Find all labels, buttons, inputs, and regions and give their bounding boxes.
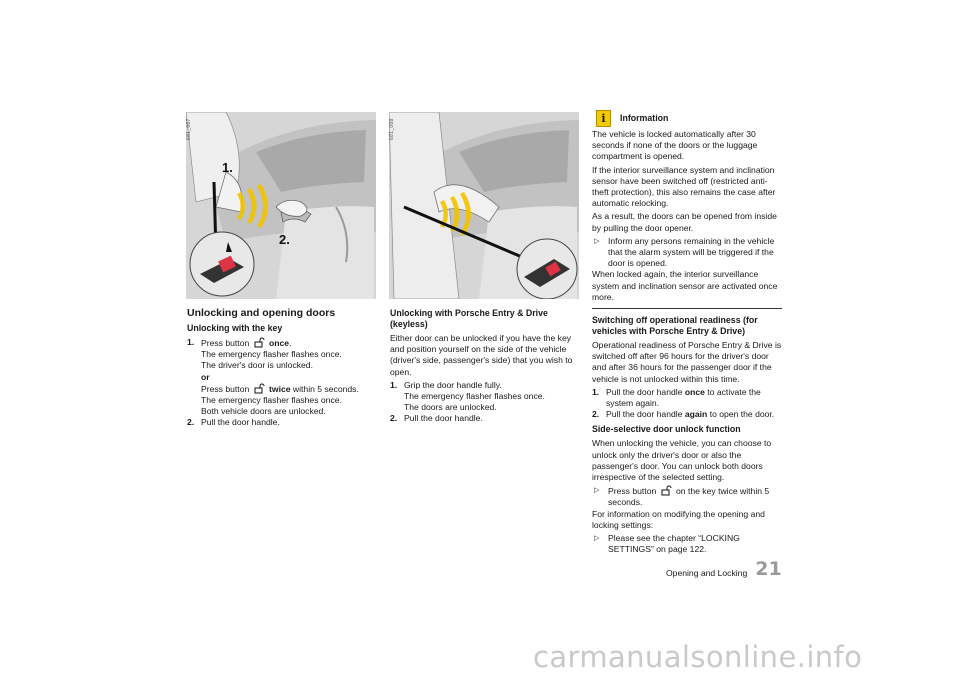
column-middle [390,308,578,425]
heading-unlocking-opening-doors: Unlocking and opening doors [187,307,336,319]
bullet-triangle-icon: ▷ [594,237,600,245]
step-1: 1. Press button once. The emergency flasher flashes once. The driver's door is unlocked. or Press button twice within 5 seconds. The emergency flasher flashes once. Both vehicle doors are unlocked. [187,337,359,417]
figure-unlock-with-key [186,112,376,299]
unlock-icon [661,485,672,496]
page-footer [666,558,782,580]
subheading-unlocking-with-key: Unlocking with the key [187,323,283,333]
column-right: i Information The vehicle is locked automatically after 30 seconds if none of the doors or the luggage compartment is opened. If the interior surveillance system and inclination sensor have been switched off (restricted anti-theft protection), this also remains the case after automatic relocking. As a result, the doors can be opened from inside by pulling the door opener. ▷ Inform any persons remaining in the vehicle that the alarm system will be triggered if the door is opened. When locked again, the interior surveillance system and inclination sensor are activated once more. Switching off operational readiness (for vehicles with Porsche Entry & Drive) Operational readiness of Porsche Entry & Drive is switched off after 96 hours for the driver's door and after 36 hours for the passenger door if the vehicle is not unlocked within this time. 1. Pull the door handle once to activate the system again. 2. Pull the door handle again to open the door. Side-selective door unlock function When unlocking the vehicle, you can choose to unlock only the driver's door or also the passenger's door. You can unlock both doors irrespective of the selected setting. ▷ Press button on the key twice within 5 seconds. For information on modifying the opening and locking settings: ▷ Please see the chapter “LOCKING SETTINGS” on page 122. [592,111,782,555]
step-number: 1. [187,337,195,347]
step-2: 2. Pull the door handle. [187,417,280,428]
callout-2: 2. [279,232,290,247]
bullet-triangle-icon: ▷ [594,487,600,495]
step-1: 1. Grip the door handle fully. The emergency flasher flashes once. The doors are unlocked. [390,379,545,413]
section-divider [592,308,782,309]
figure-id-left: 681_087 [186,118,192,140]
figure-id-middle: 681_088 [389,118,395,140]
bullet-item: ▷ Press button on the key twice within 5 seconds. [594,486,770,508]
heading-porsche-entry-drive: Unlocking with Porsche Entry & Drive (keyless) [390,308,548,329]
bullet-item: ▷ Please see the chapter “LOCKING SETTINGS” on page 122. [594,533,740,555]
car-door-keyless-illustration [389,112,579,299]
or-label: or [201,371,210,382]
unlock-icon [254,337,265,348]
car-door-illustration [186,112,376,299]
step-2: 2. Pull the door handle again to open the door. [592,409,775,420]
bullet-triangle-icon: ▷ [594,535,600,543]
unlock-icon [254,383,265,394]
heading-side-selective-unlock: Side-selective door unlock function [592,424,741,435]
step-2: 2. Pull the door handle. [390,413,483,424]
heading-switching-off-readiness: Switching off operational readiness (for vehicles with Porsche Entry & Drive) [592,315,758,337]
step-1: 1. Pull the door handle once to activate the system again. [592,386,761,409]
bullet-item: ▷ Inform any persons remaining in the vehicle that the alarm system will be triggered if the door is opened. [594,235,775,269]
information-header: i Information [592,110,782,127]
column-left [187,307,373,429]
intro-text: Either door can be unlocked if you have the key and position yourself on the side of the vehicle (driver's side, passenger's side) that you wish to open. [390,333,573,377]
information-icon: i [596,110,611,127]
page-number: 21 [755,558,782,580]
watermark: carmanualsonline.info [533,640,863,674]
callout-1: 1. [222,160,233,175]
figure-keyless-entry [389,112,579,299]
footer-section-title: Opening and Locking [666,568,748,578]
